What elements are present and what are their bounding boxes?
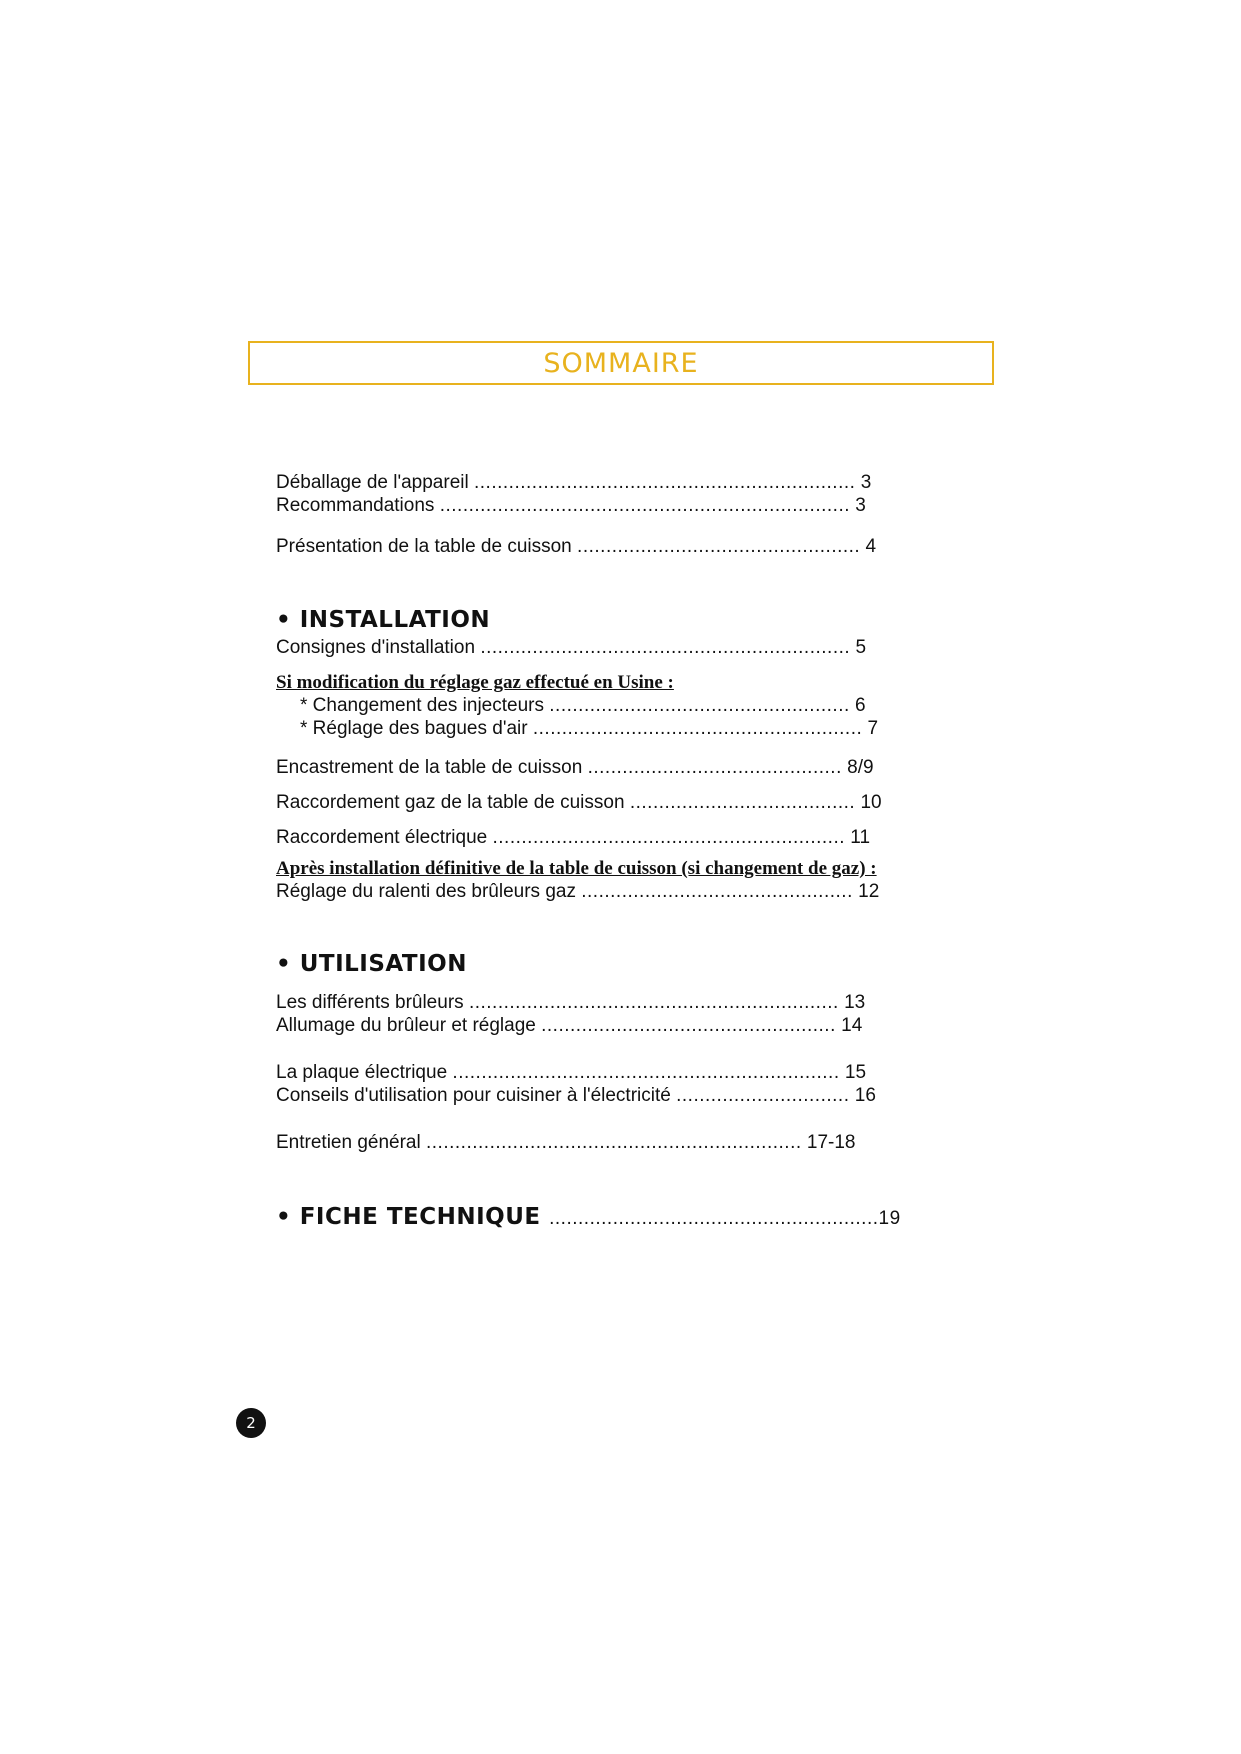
toc-label: Déballage de l'appareil <box>276 472 469 493</box>
toc-leader: ....................................... <box>629 792 856 813</box>
toc-entry-reglage-bagues <box>300 717 878 741</box>
toc-page: 14 <box>841 1015 863 1036</box>
section-utilisation: • UTILISATION <box>276 951 467 977</box>
toc-label: Présentation de la table de cuisson <box>276 536 572 557</box>
toc-entry-entretien <box>276 1131 856 1155</box>
subhead-modification: Si modification du réglage gaz effectué en Usine : <box>276 672 674 693</box>
toc-label: Raccordement électrique <box>276 827 488 848</box>
toc-leader: ................................................................ <box>480 637 851 658</box>
toc-label: * Changement des injecteurs <box>300 695 544 716</box>
toc-page: 13 <box>844 992 866 1013</box>
toc-page: 5 <box>855 637 867 658</box>
toc-page: 12 <box>858 881 880 902</box>
toc-entry-changement-injecteurs <box>300 694 866 718</box>
toc-label: Les différents brûleurs <box>276 992 464 1013</box>
toc-label: La plaque électrique <box>276 1062 448 1083</box>
toc-entry-differents-bruleurs <box>276 991 865 1015</box>
toc-leader: ................................................................. <box>426 1132 802 1153</box>
toc-leader: ............................................ <box>587 757 842 778</box>
toc-entry-encastrement <box>276 756 874 780</box>
toc-label: Consignes d'installation <box>276 637 476 658</box>
toc-page: 15 <box>844 1062 867 1083</box>
toc-entry-recommandations <box>276 494 866 518</box>
toc-page: 3 <box>855 495 866 516</box>
toc-entry-allumage <box>276 1014 862 1038</box>
toc-page: 8/9 <box>847 757 874 778</box>
toc-leader: .............................. <box>676 1085 850 1106</box>
toc-leader: ................................................................... <box>452 1062 840 1083</box>
toc-page: 4 <box>865 536 877 557</box>
section-fiche-technique <box>276 1203 901 1233</box>
toc-leader: ................................................... <box>541 1015 836 1036</box>
toc-entry-consignes <box>276 636 866 660</box>
toc-entry-deballage <box>276 471 871 495</box>
toc-entry-reglage-ralenti <box>276 880 879 904</box>
toc-label: Recommandations <box>276 495 435 516</box>
toc-leader: ............................................... <box>581 881 853 902</box>
toc-label: Raccordement gaz de la table de cuisson <box>276 792 625 813</box>
toc-leader: .................................................................. <box>474 472 856 493</box>
toc-entry-plaque <box>276 1061 866 1085</box>
toc-entry-presentation <box>276 535 876 559</box>
toc-label: Encastrement de la table de cuisson <box>276 757 583 778</box>
toc-page: 11 <box>850 827 871 848</box>
toc-page: 3 <box>860 472 872 493</box>
toc-entry-raccordement-elec <box>276 826 870 850</box>
toc-label: Allumage du brûleur et réglage <box>276 1015 536 1036</box>
toc-page: 19 <box>878 1208 901 1229</box>
section-fiche-technique-label: • FICHE TECHNIQUE <box>276 1204 541 1230</box>
title-box <box>248 341 994 385</box>
toc-leader: ....................................................................... <box>439 495 850 516</box>
toc-label: * Réglage des bagues d'air <box>300 718 528 739</box>
toc-entry-conseils <box>276 1084 876 1108</box>
toc-leader: .................................................... <box>549 695 850 716</box>
page-title: SOMMAIRE <box>543 347 699 379</box>
toc-label: Conseils d'utilisation pour cuisiner à l'électricité <box>276 1085 671 1106</box>
toc-entry-raccordement-gaz <box>276 791 882 815</box>
toc-page: 10 <box>860 792 882 813</box>
toc-page: 16 <box>854 1085 876 1106</box>
toc-leader: ......................................................... <box>549 1208 879 1229</box>
toc-leader: ................................................................ <box>468 992 839 1013</box>
page-number-badge: 2 <box>236 1408 266 1438</box>
toc-leader: ......................................................... <box>532 718 863 739</box>
toc-page: 7 <box>867 718 879 739</box>
toc-page: 17-18 <box>806 1132 856 1153</box>
toc-label: Entretien général <box>276 1132 421 1153</box>
subhead-apres-installation: Après installation définitive de la table de cuisson (si changement de gaz) : <box>276 858 877 879</box>
toc-page: 6 <box>855 695 866 716</box>
toc-leader: ............................................................. <box>492 827 846 848</box>
toc-leader: ................................................. <box>577 536 861 557</box>
section-installation: • INSTALLATION <box>276 607 491 633</box>
toc-label: Réglage du ralenti des brûleurs gaz <box>276 881 576 902</box>
